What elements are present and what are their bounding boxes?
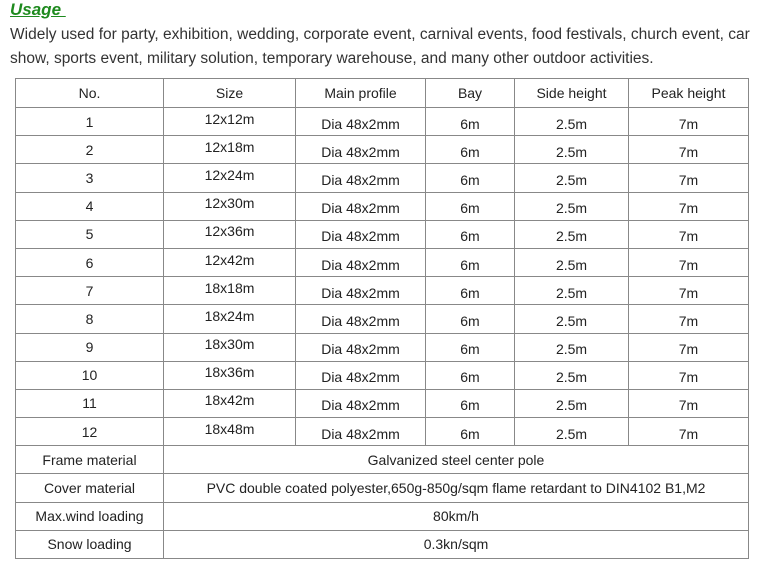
- header-main-profile: Main profile: [296, 79, 426, 108]
- table-row: [16, 389, 749, 417]
- cell-peak-height-text: 7m: [678, 115, 699, 132]
- cell-side-height-text: 2.5m: [555, 397, 588, 414]
- cell-main-profile-text: Dia 48x2mm: [321, 397, 400, 414]
- cell-bay-text: 6m: [460, 425, 480, 442]
- cell-side-height: [515, 164, 629, 192]
- spec-row: [16, 474, 749, 502]
- cell-main-profile: [296, 108, 426, 136]
- cell-bay-text: 6m: [460, 228, 480, 245]
- cell-peak-height-text: 7m: [678, 228, 699, 245]
- cell-no: [16, 136, 164, 164]
- cell-main-profile-text: Dia 48x2mm: [321, 256, 400, 273]
- cell-no-text: 4: [85, 198, 94, 215]
- cell-bay: [426, 305, 515, 333]
- cell-peak-height: [629, 305, 749, 333]
- cell-no: [16, 108, 164, 136]
- cell-peak-height: [629, 333, 749, 361]
- cell-side-height: [515, 136, 629, 164]
- table-header-row: [16, 79, 749, 108]
- cell-bay: [426, 333, 515, 361]
- cell-no: [16, 220, 164, 248]
- tent-specification-table: [15, 78, 749, 559]
- cell-peak-height: [629, 192, 749, 220]
- cell-main-profile: [296, 248, 426, 276]
- cell-no-text: 10: [81, 367, 98, 384]
- cell-size-text: 12x42m: [204, 251, 255, 268]
- cell-no-text: 9: [85, 339, 94, 356]
- cell-bay-text: 6m: [460, 256, 480, 273]
- cell-no: [16, 277, 164, 305]
- cell-peak-height-text: 7m: [678, 284, 699, 301]
- cell-no: [16, 248, 164, 276]
- spec-row: [16, 530, 749, 558]
- cell-peak-height-text: 7m: [678, 369, 699, 386]
- cell-side-height-text: 2.5m: [555, 228, 588, 245]
- cell-peak-height-text: 7m: [678, 256, 699, 273]
- cell-side-height: [515, 192, 629, 220]
- spec-label: Snow loading: [16, 530, 164, 558]
- table-row: [16, 136, 749, 164]
- cell-bay-text: 6m: [460, 115, 480, 132]
- cell-size-text: 18x48m: [204, 420, 255, 437]
- cell-side-height: [515, 277, 629, 305]
- table-row: [16, 248, 749, 276]
- cell-size: [164, 108, 296, 136]
- cell-side-height-text: 2.5m: [555, 115, 588, 132]
- cell-peak-height: [629, 136, 749, 164]
- cell-side-height: [515, 305, 629, 333]
- cell-size-text: 18x18m: [204, 279, 255, 296]
- table-row: [16, 277, 749, 305]
- usage-heading: Usage: [10, 0, 66, 19]
- spec-value: 80km/h: [164, 502, 749, 530]
- cell-peak-height: [629, 277, 749, 305]
- cell-no: [16, 305, 164, 333]
- cell-no-text: 7: [85, 282, 94, 299]
- cell-peak-height: [629, 418, 749, 446]
- cell-main-profile-text: Dia 48x2mm: [321, 341, 400, 358]
- cell-size: [164, 277, 296, 305]
- cell-size-text: 18x30m: [204, 336, 255, 353]
- cell-main-profile: [296, 333, 426, 361]
- cell-bay: [426, 418, 515, 446]
- cell-no-text: 2: [85, 141, 94, 158]
- cell-peak-height: [629, 389, 749, 417]
- cell-peak-height: [629, 164, 749, 192]
- cell-side-height-text: 2.5m: [555, 256, 588, 273]
- cell-no: [16, 192, 164, 220]
- cell-main-profile-text: Dia 48x2mm: [321, 200, 400, 217]
- spec-value: PVC double coated polyester,650g-850g/sqm flame retardant to DIN4102 B1,M2: [164, 474, 749, 502]
- cell-no-text: 6: [85, 254, 94, 271]
- table-row: [16, 418, 749, 446]
- cell-main-profile: [296, 277, 426, 305]
- cell-peak-height-text: 7m: [678, 397, 699, 414]
- cell-size-text: 18x24m: [204, 307, 255, 324]
- cell-bay: [426, 361, 515, 389]
- cell-bay: [426, 277, 515, 305]
- cell-main-profile-text: Dia 48x2mm: [321, 284, 400, 301]
- cell-main-profile-text: Dia 48x2mm: [321, 143, 400, 160]
- cell-main-profile-text: Dia 48x2mm: [321, 115, 400, 132]
- cell-main-profile-text: Dia 48x2mm: [321, 171, 400, 188]
- cell-side-height: [515, 418, 629, 446]
- spec-label: Cover material: [16, 474, 164, 502]
- cell-no-text: 3: [85, 169, 94, 186]
- table-row: [16, 361, 749, 389]
- cell-no: [16, 418, 164, 446]
- cell-main-profile-text: Dia 48x2mm: [321, 425, 400, 442]
- cell-peak-height-text: 7m: [678, 312, 699, 329]
- cell-size-text: 12x30m: [204, 195, 255, 212]
- cell-bay-text: 6m: [460, 369, 480, 386]
- cell-main-profile-text: Dia 48x2mm: [321, 369, 400, 386]
- cell-side-height-text: 2.5m: [555, 425, 588, 442]
- header-side-height: Side height: [515, 79, 629, 108]
- cell-side-height-text: 2.5m: [555, 312, 588, 329]
- cell-size-text: 12x36m: [204, 223, 255, 240]
- table-row: [16, 220, 749, 248]
- cell-size: [164, 164, 296, 192]
- cell-side-height: [515, 108, 629, 136]
- cell-bay: [426, 389, 515, 417]
- cell-side-height: [515, 361, 629, 389]
- header-no: No.: [16, 79, 164, 108]
- cell-peak-height: [629, 220, 749, 248]
- cell-bay-text: 6m: [460, 171, 480, 188]
- cell-no: [16, 389, 164, 417]
- cell-no: [16, 333, 164, 361]
- cell-no-text: 11: [82, 395, 97, 412]
- cell-bay-text: 6m: [460, 341, 480, 358]
- cell-bay: [426, 248, 515, 276]
- cell-size: [164, 136, 296, 164]
- cell-peak-height-text: 7m: [678, 425, 699, 442]
- cell-bay: [426, 136, 515, 164]
- cell-main-profile-text: Dia 48x2mm: [321, 312, 400, 329]
- cell-main-profile: [296, 361, 426, 389]
- cell-side-height: [515, 333, 629, 361]
- cell-peak-height-text: 7m: [678, 341, 699, 358]
- cell-side-height-text: 2.5m: [555, 284, 588, 301]
- table-row: [16, 305, 749, 333]
- cell-side-height: [515, 220, 629, 248]
- spec-value: 0.3kn/sqm: [164, 530, 749, 558]
- table-row: [16, 108, 749, 136]
- cell-side-height-text: 2.5m: [555, 171, 588, 188]
- header-peak-height: Peak height: [629, 79, 749, 108]
- cell-size-text: 18x42m: [204, 392, 255, 409]
- spec-value: Galvanized steel center pole: [164, 446, 749, 474]
- table-row: [16, 192, 749, 220]
- cell-main-profile: [296, 389, 426, 417]
- cell-size: [164, 248, 296, 276]
- cell-size: [164, 333, 296, 361]
- cell-main-profile: [296, 305, 426, 333]
- spec-label: Max.wind loading: [16, 502, 164, 530]
- spec-row: [16, 502, 749, 530]
- cell-no-text: 5: [85, 226, 94, 243]
- cell-bay-text: 6m: [460, 143, 480, 160]
- usage-description: Widely used for party, exhibition, wedding, corporate event, carnival events, food festivals, church event, car show, sports event, military solution, temporary warehouse, and many other outdoor activities.: [10, 26, 750, 67]
- cell-peak-height-text: 7m: [678, 200, 699, 217]
- cell-bay: [426, 192, 515, 220]
- cell-side-height: [515, 389, 629, 417]
- cell-no-text: 12: [81, 423, 98, 440]
- cell-main-profile: [296, 164, 426, 192]
- cell-side-height-text: 2.5m: [555, 200, 588, 217]
- cell-no-text: 1: [85, 113, 94, 130]
- cell-size-text: 12x12m: [204, 110, 255, 127]
- cell-side-height-text: 2.5m: [555, 341, 588, 358]
- cell-no-text: 8: [85, 310, 94, 327]
- cell-main-profile: [296, 192, 426, 220]
- header-size: Size: [164, 79, 296, 108]
- cell-size-text: 18x36m: [204, 364, 255, 381]
- cell-main-profile: [296, 220, 426, 248]
- cell-bay: [426, 164, 515, 192]
- cell-main-profile-text: Dia 48x2mm: [321, 228, 400, 245]
- cell-no: [16, 164, 164, 192]
- cell-peak-height: [629, 108, 749, 136]
- cell-peak-height-text: 7m: [678, 171, 699, 188]
- cell-bay: [426, 220, 515, 248]
- cell-bay-text: 6m: [460, 397, 480, 414]
- cell-size: [164, 418, 296, 446]
- cell-bay-text: 6m: [460, 200, 480, 217]
- cell-size-text: 12x18m: [204, 138, 255, 155]
- cell-bay-text: 6m: [460, 284, 480, 301]
- cell-size: [164, 361, 296, 389]
- cell-no: [16, 361, 164, 389]
- cell-size: [164, 192, 296, 220]
- cell-size: [164, 389, 296, 417]
- cell-bay: [426, 108, 515, 136]
- spec-label: Frame material: [16, 446, 164, 474]
- header-bay: Bay: [426, 79, 515, 108]
- spec-row: [16, 446, 749, 474]
- cell-main-profile: [296, 136, 426, 164]
- cell-size: [164, 305, 296, 333]
- cell-peak-height: [629, 361, 749, 389]
- table-row: [16, 164, 749, 192]
- cell-size-text: 12x24m: [204, 166, 255, 183]
- cell-peak-height: [629, 248, 749, 276]
- cell-size: [164, 220, 296, 248]
- cell-bay-text: 6m: [460, 312, 480, 329]
- cell-peak-height-text: 7m: [678, 143, 699, 160]
- cell-side-height-text: 2.5m: [555, 369, 588, 386]
- cell-side-height-text: 2.5m: [555, 143, 588, 160]
- cell-main-profile: [296, 418, 426, 446]
- cell-side-height: [515, 248, 629, 276]
- table-row: [16, 333, 749, 361]
